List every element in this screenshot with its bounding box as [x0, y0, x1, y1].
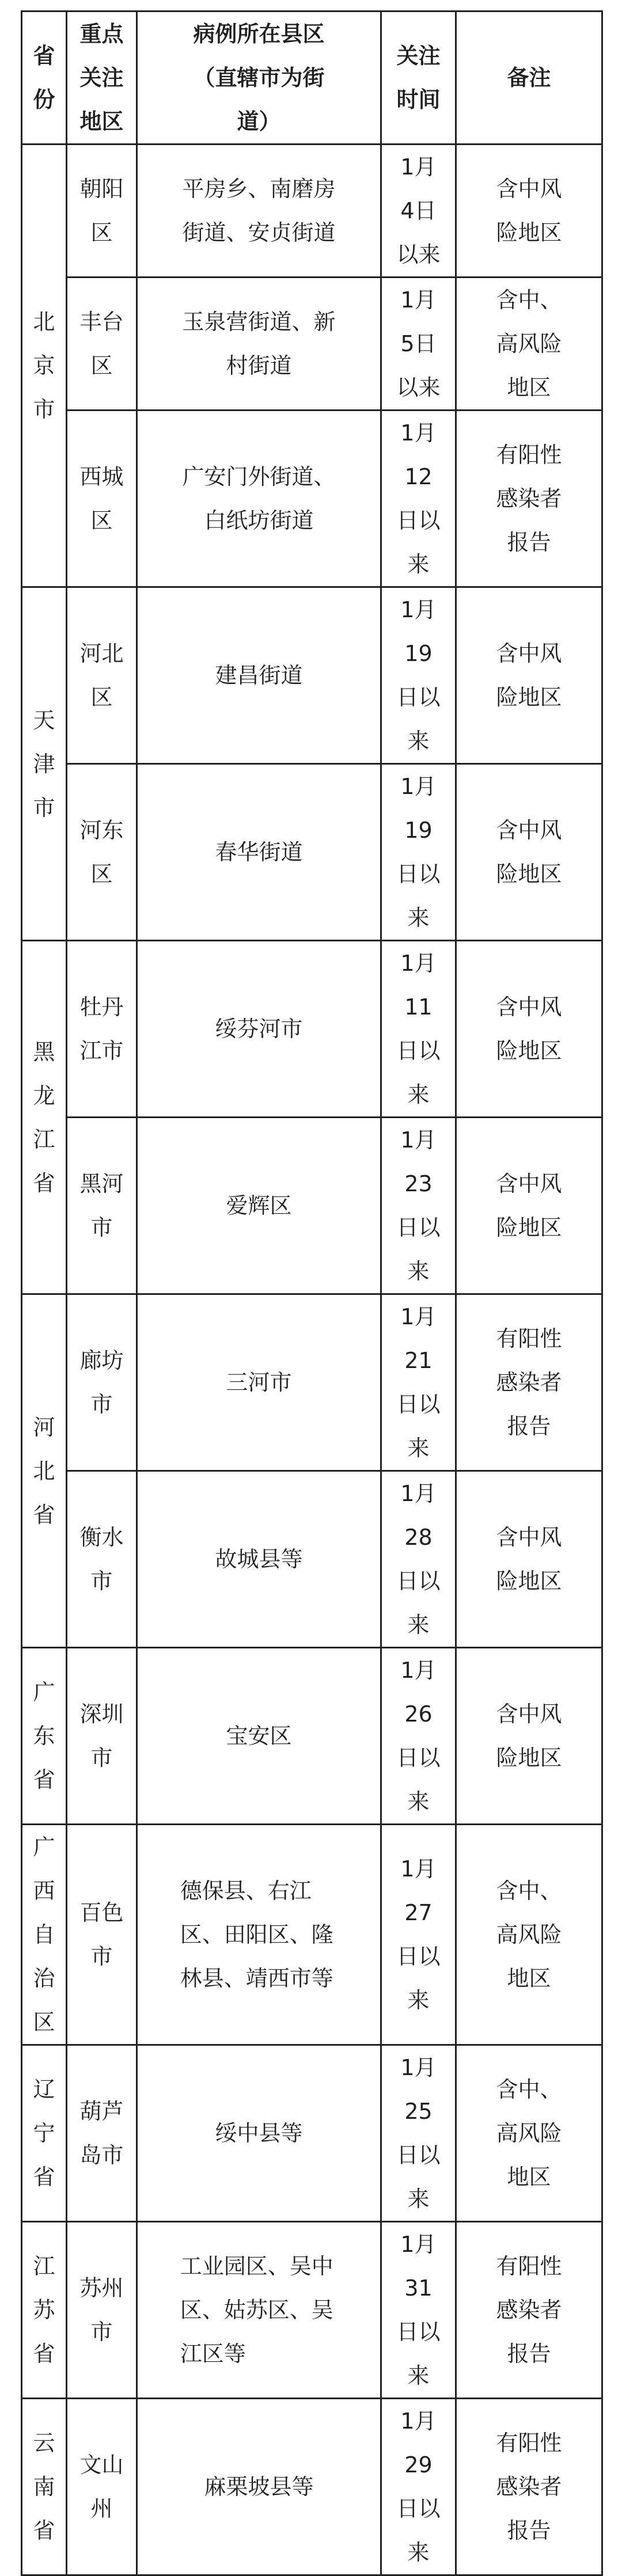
area-cell: 文山州	[67, 2399, 137, 2575]
table-row	[22, 941, 602, 1118]
table-row	[22, 1471, 602, 1648]
note-cell: 含中、高风险地区	[456, 2045, 602, 2222]
since-cell: 1月21日以来	[381, 1294, 456, 1471]
county-cell: 绥中县等	[137, 2045, 381, 2222]
county-cell: 平房乡、南磨房街道、安贞街道	[137, 145, 381, 278]
area-cell: 牡丹江市	[67, 941, 137, 1118]
since-cell: 1月12日以来	[381, 411, 456, 587]
since-cell: 1月5日以来	[381, 278, 456, 411]
note-cell: 有阳性感染者报告	[456, 411, 602, 587]
county-cell: 德保县、右江区、田阳区、隆林县、靖西市等	[137, 1825, 381, 2045]
note-cell: 含中、高风险地区	[456, 1825, 602, 2045]
table-row	[22, 411, 602, 587]
county-cell: 玉泉营街道、新村街道	[137, 278, 381, 411]
province-cell: 天津市	[22, 587, 67, 941]
header-row	[22, 12, 602, 145]
header-since: 关注时间	[381, 12, 456, 145]
county-cell: 爱辉区	[137, 1118, 381, 1294]
note-cell: 含中风险地区	[456, 941, 602, 1118]
province-cell: 广东省	[22, 1648, 67, 1825]
area-cell: 西城区	[67, 411, 137, 587]
table-row	[22, 278, 602, 411]
note-cell: 含中风险地区	[456, 145, 602, 278]
table-row	[22, 1294, 602, 1471]
table-row	[22, 1118, 602, 1294]
note-cell: 含中风险地区	[456, 1648, 602, 1825]
header-focus-area: 重点关注地区	[67, 12, 137, 145]
area-cell: 黑河市	[67, 1118, 137, 1294]
since-cell: 1月28日以来	[381, 1471, 456, 1648]
county-cell: 广安门外街道、白纸坊街道	[137, 411, 381, 587]
since-cell: 1月19日以来	[381, 587, 456, 764]
table-row	[22, 1825, 602, 2045]
province-cell: 黑龙江省	[22, 941, 67, 1294]
area-cell: 衡水市	[67, 1471, 137, 1648]
header-province: 省份	[22, 12, 67, 145]
table-row	[22, 764, 602, 941]
table-row	[22, 2045, 602, 2222]
province-cell: 云南省	[22, 2399, 67, 2575]
note-cell: 含中风险地区	[456, 587, 602, 764]
table-row	[22, 1648, 602, 1825]
county-cell: 麻栗坡县等	[137, 2399, 381, 2575]
since-cell: 1月25日以来	[381, 2045, 456, 2222]
note-cell: 含中风险地区	[456, 1471, 602, 1648]
since-cell: 1月11日以来	[381, 941, 456, 1118]
area-cell: 百色市	[67, 1825, 137, 2045]
header-county: 病例所在县区（直辖市为街道）	[137, 12, 381, 145]
county-cell: 春华街道	[137, 764, 381, 941]
note-cell: 含中、高风险地区	[456, 278, 602, 411]
note-cell: 含中风险地区	[456, 1118, 602, 1294]
note-cell: 有阳性感染者报告	[456, 2399, 602, 2575]
table-row	[22, 145, 602, 278]
province-cell: 北京市	[22, 145, 67, 587]
area-cell: 廊坊市	[67, 1294, 137, 1471]
note-cell: 有阳性感染者报告	[456, 1294, 602, 1471]
county-cell: 绥芬河市	[137, 941, 381, 1118]
county-cell: 故城县等	[137, 1471, 381, 1648]
since-cell: 1月23日以来	[381, 1118, 456, 1294]
area-cell: 河北区	[67, 587, 137, 764]
since-cell: 1月27日以来	[381, 1825, 456, 2045]
since-cell: 1月26日以来	[381, 1648, 456, 1825]
county-cell: 工业园区、吴中区、姑苏区、吴江区等	[137, 2222, 381, 2399]
note-cell: 含中风险地区	[456, 764, 602, 941]
area-cell: 朝阳区	[67, 145, 137, 278]
focus-area-table	[21, 10, 603, 2576]
county-cell: 建昌街道	[137, 587, 381, 764]
area-cell: 丰台区	[67, 278, 137, 411]
province-cell: 广西自治区	[22, 1825, 67, 2045]
since-cell: 1月29日以来	[381, 2399, 456, 2575]
county-cell: 三河市	[137, 1294, 381, 1471]
table-row	[22, 587, 602, 764]
table-row	[22, 2222, 602, 2399]
province-cell: 辽宁省	[22, 2045, 67, 2222]
province-cell: 江苏省	[22, 2222, 67, 2399]
since-cell: 1月19日以来	[381, 764, 456, 941]
area-cell: 深圳市	[67, 1648, 137, 1825]
since-cell: 1月31日以来	[381, 2222, 456, 2399]
area-cell: 葫芦岛市	[67, 2045, 137, 2222]
note-cell: 有阳性感染者报告	[456, 2222, 602, 2399]
header-note: 备注	[456, 12, 602, 145]
area-cell: 苏州市	[67, 2222, 137, 2399]
province-cell: 河北省	[22, 1294, 67, 1648]
since-cell: 1月4日以来	[381, 145, 456, 278]
table-row	[22, 2399, 602, 2575]
county-cell: 宝安区	[137, 1648, 381, 1825]
area-cell: 河东区	[67, 764, 137, 941]
